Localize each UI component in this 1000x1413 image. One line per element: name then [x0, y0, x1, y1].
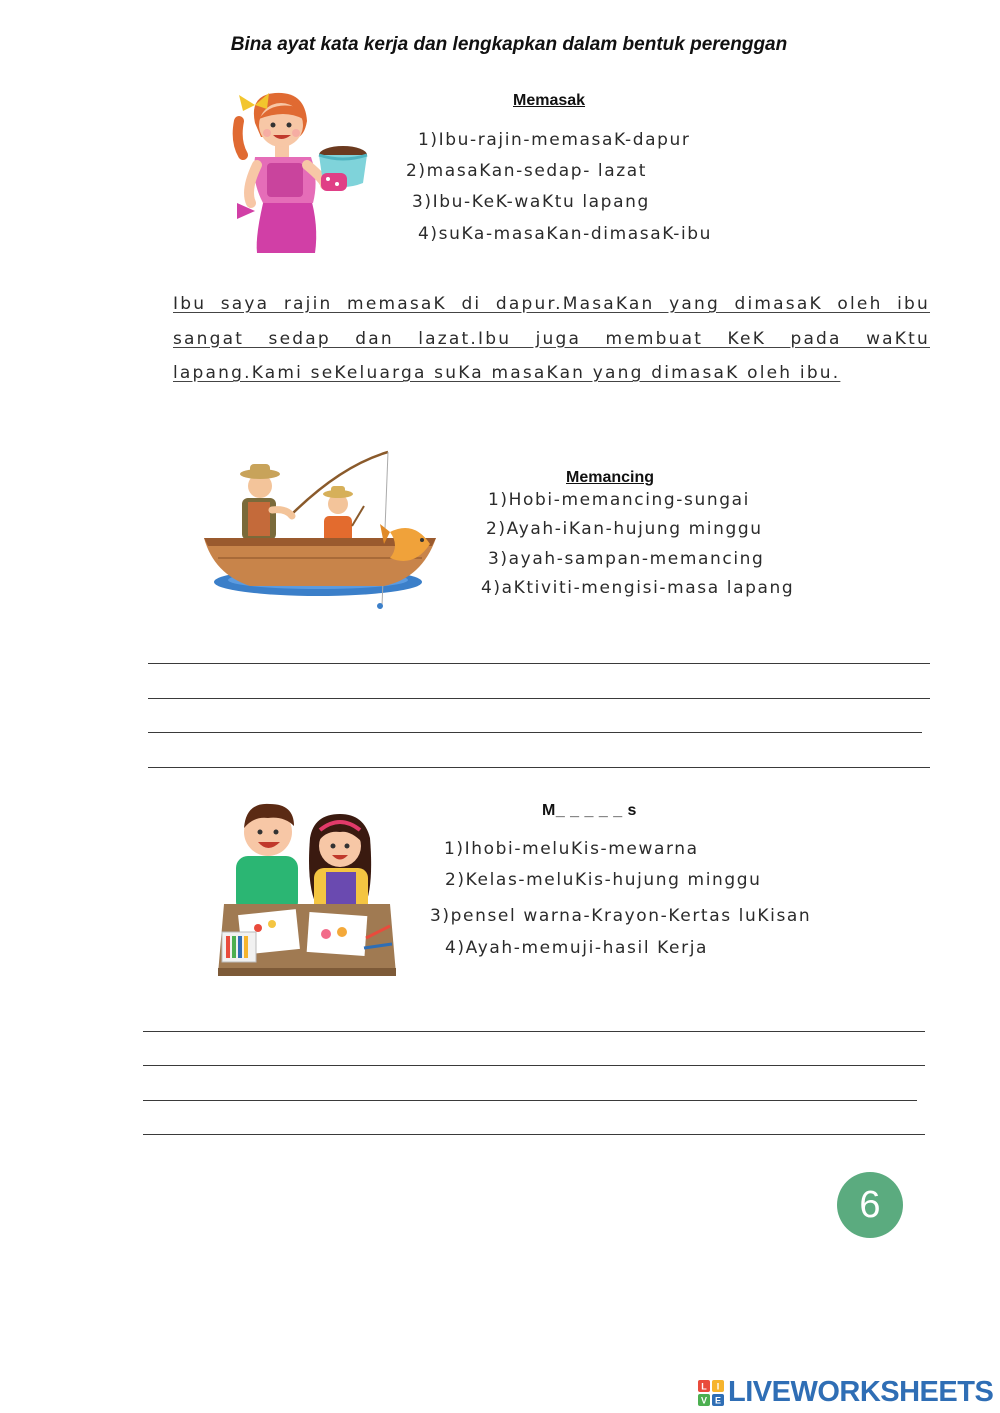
children-drawing-illustration: [214, 798, 400, 978]
svg-text:E: E: [714, 1395, 722, 1405]
clue-memasak-4: 4)suKa-masaKan-dimasaK-ibu: [418, 224, 713, 244]
section-title-memancing: Memancing: [566, 469, 655, 486]
page-number-badge: 6: [837, 1172, 903, 1238]
svg-text:L: L: [701, 1381, 707, 1391]
clue-memasak-2: 2)masaKan-sedap- lazat: [406, 161, 648, 181]
answer-line[interactable]: [148, 663, 930, 664]
svg-text:I: I: [716, 1381, 720, 1391]
clue-memancing-3: 3)ayah-sampan-memancing: [488, 549, 765, 569]
answer-line[interactable]: [143, 1031, 925, 1032]
page-title: Bina ayat kata kerja dan lengkapkan dalam bentuk perenggan: [230, 34, 788, 55]
mother-cooking-illustration: [215, 85, 375, 257]
section-title-memasak: Memasak: [513, 92, 586, 109]
answer-line[interactable]: [148, 732, 922, 733]
answer-paragraph-memasak[interactable]: Ibu saya rajin memasaK di dapur.MasaKan yang dimasaK oleh ibu sangat sedap dan lazat.Ibu juga membuat KeK pada waKtu lapang.Kami seKeluarga suKa masaKan yang dimasaK oleh ibu.: [173, 294, 930, 383]
fishing-boat-illustration: [200, 446, 445, 616]
clue-memancing-2: 2)Ayah-iKan-hujung minggu: [486, 519, 763, 539]
clue-melukis-4: 4)Ayah-memuji-hasil Kerja: [445, 938, 709, 958]
answer-line[interactable]: [148, 767, 930, 768]
section-title-melukis: M_ _ _ _ _ s: [542, 802, 637, 819]
brand-name: LIVEWORKSHEETS: [728, 1376, 994, 1408]
clue-memancing-1: 1)Hobi-memancing-sungai: [488, 490, 750, 510]
clue-memancing-4: 4)aKtiviti-mengisi-masa lapang: [481, 578, 795, 598]
liveworksheets-brand: [698, 1376, 993, 1409]
clue-melukis-2: 2)Kelas-meluKis-hujung minggu: [445, 870, 762, 890]
clue-memasak-3: 3)Ibu-KeK-waKtu lapang: [412, 192, 650, 212]
answer-line[interactable]: [143, 1100, 917, 1101]
answer-line[interactable]: [143, 1134, 925, 1135]
svg-text:V: V: [700, 1395, 708, 1405]
clue-memasak-1: 1)Ibu-rajin-memasaK-dapur: [418, 130, 691, 150]
clue-melukis-3: 3)pensel warna-Krayon-Kertas luKisan: [430, 906, 812, 926]
answer-line[interactable]: [143, 1065, 925, 1066]
answer-line[interactable]: [148, 698, 930, 699]
clue-melukis-1: 1)Ihobi-meluKis-mewarna: [444, 839, 699, 859]
liveworksheets-logo-icon: [698, 1380, 724, 1406]
